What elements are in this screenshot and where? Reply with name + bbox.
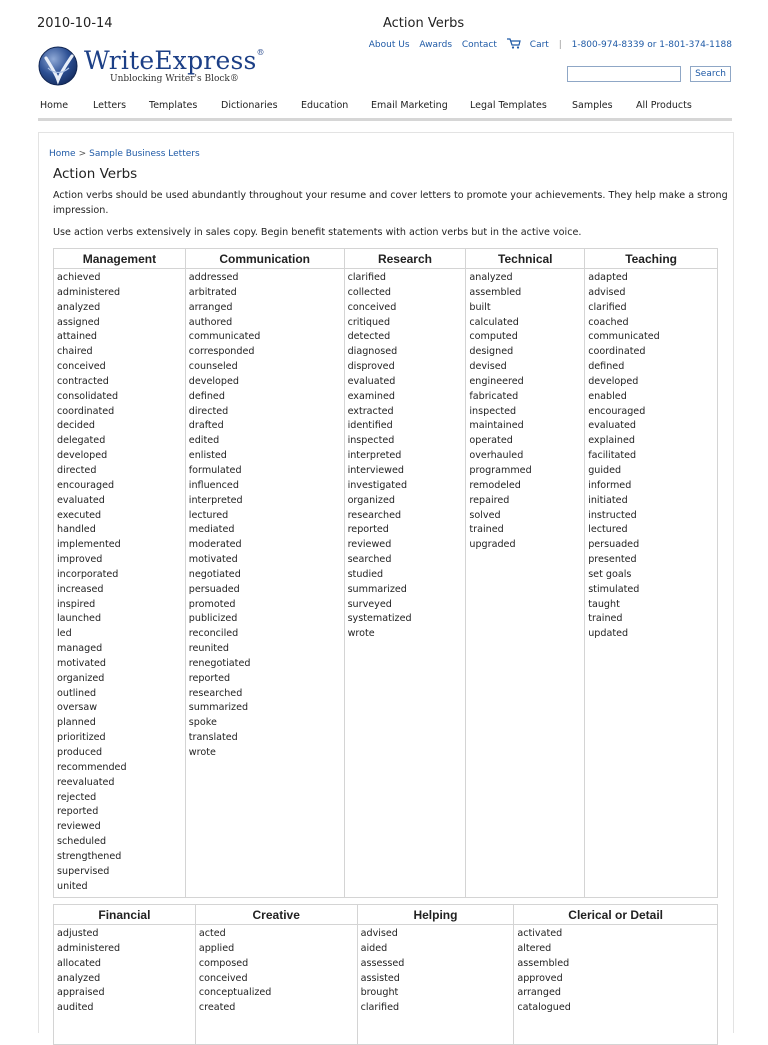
verb-item: authored bbox=[188, 316, 233, 328]
verb-item: adjusted bbox=[57, 928, 99, 939]
breadcrumb-home[interactable]: Home bbox=[49, 149, 76, 159]
verb-item: defined bbox=[188, 390, 225, 402]
verb-item: researched bbox=[347, 509, 402, 521]
search-button[interactable]: Search bbox=[690, 66, 731, 82]
verb-item: achieved bbox=[57, 272, 101, 283]
verb-item: composed bbox=[198, 957, 249, 969]
verb-item: strengthened bbox=[57, 850, 122, 862]
verb-item: reported bbox=[57, 806, 99, 818]
top-links-separator: | bbox=[558, 40, 562, 50]
verb-item: fabricated bbox=[469, 390, 519, 402]
verb-item: developed bbox=[588, 375, 639, 387]
verb-item: contracted bbox=[57, 375, 109, 387]
verb-item: arbitrated bbox=[188, 286, 237, 298]
verb-item: mediated bbox=[188, 524, 235, 536]
verb-item: developed bbox=[57, 450, 108, 462]
verb-item: repaired bbox=[469, 494, 510, 506]
verb-item: planned bbox=[57, 717, 96, 729]
column-header: Creative bbox=[195, 905, 357, 925]
verb-item: identified bbox=[347, 420, 393, 432]
verb-item: aided bbox=[360, 942, 388, 954]
phone-number: 1-800-974-8339 or 1-801-374-1188 bbox=[571, 40, 732, 50]
verb-item: assisted bbox=[360, 972, 400, 984]
verb-item: evaluated bbox=[588, 420, 637, 432]
verb-item: approved bbox=[517, 972, 563, 984]
verb-item: arranged bbox=[517, 987, 561, 999]
site-logo[interactable] bbox=[38, 44, 288, 92]
verb-item: outlined bbox=[57, 687, 97, 699]
verbs-table-2-body-row bbox=[54, 925, 718, 1045]
verb-item: designed bbox=[469, 346, 514, 358]
verb-item: conceived bbox=[347, 301, 397, 313]
verb-item: investigated bbox=[347, 479, 408, 491]
nav-letters[interactable]: Letters bbox=[93, 100, 127, 111]
verb-item: trained bbox=[469, 524, 504, 536]
verb-item: counseled bbox=[188, 361, 238, 373]
word-column bbox=[585, 269, 718, 898]
verb-item: interviewed bbox=[347, 464, 405, 476]
brand-name bbox=[84, 46, 265, 75]
verb-item: calculated bbox=[469, 316, 519, 328]
verb-item: researched bbox=[188, 687, 243, 699]
verb-item: communicated bbox=[588, 331, 660, 343]
verb-item: solved bbox=[469, 509, 501, 521]
verb-item: reviewed bbox=[57, 821, 101, 833]
verb-item: analyzed bbox=[57, 972, 101, 984]
nav-all-products[interactable]: All Products bbox=[636, 100, 692, 111]
nav-education[interactable]: Education bbox=[301, 100, 349, 111]
contact-link[interactable]: Contact bbox=[461, 40, 497, 50]
word-column bbox=[357, 925, 514, 1045]
verb-item: surveyed bbox=[347, 598, 392, 610]
verb-item: collected bbox=[347, 286, 391, 298]
verb-item: searched bbox=[347, 554, 392, 566]
verb-item: oversaw bbox=[57, 702, 98, 714]
intro-paragraph-2: Use action verbs extensively in sales copy. Begin benefit statements with action verbs but in the active voice. bbox=[53, 227, 582, 238]
verb-item: guided bbox=[588, 464, 622, 476]
about-link[interactable]: About Us bbox=[368, 40, 410, 50]
column-header: Technical bbox=[466, 249, 585, 269]
verb-item: wrote bbox=[347, 628, 375, 640]
column-header: Helping bbox=[357, 905, 514, 925]
verb-item: instructed bbox=[588, 509, 637, 521]
verb-item: addressed bbox=[188, 272, 239, 283]
verb-item: stimulated bbox=[588, 583, 640, 595]
verb-item: led bbox=[57, 628, 72, 640]
verb-item: publicized bbox=[188, 613, 238, 625]
main-nav bbox=[38, 100, 732, 121]
verb-item: clarified bbox=[360, 1002, 400, 1014]
verb-item: diagnosed bbox=[347, 346, 398, 358]
verb-item: remodeled bbox=[469, 479, 521, 491]
verb-item: initiated bbox=[588, 494, 628, 506]
verb-item: studied bbox=[347, 568, 384, 580]
verb-item: clarified bbox=[588, 301, 627, 313]
word-column bbox=[185, 269, 344, 898]
verb-item: improved bbox=[57, 554, 103, 566]
verb-item: administered bbox=[57, 942, 121, 954]
verb-item: administered bbox=[57, 286, 121, 298]
verb-item: assessed bbox=[360, 957, 405, 969]
word-column bbox=[195, 925, 357, 1045]
verb-item: organized bbox=[57, 672, 105, 684]
verb-item: organized bbox=[347, 494, 395, 506]
verb-item: lectured bbox=[188, 509, 229, 521]
verb-item: brought bbox=[360, 987, 399, 999]
verb-item: defined bbox=[588, 361, 625, 373]
verb-item: managed bbox=[57, 643, 103, 655]
verb-item: directed bbox=[57, 464, 97, 476]
brand-tagline: Unblocking Writer's Block® bbox=[110, 74, 239, 84]
verb-item: systematized bbox=[347, 613, 412, 625]
verb-item: translated bbox=[188, 732, 238, 744]
verb-item: overhauled bbox=[469, 450, 524, 462]
verb-item: disproved bbox=[347, 361, 395, 373]
word-column bbox=[466, 269, 585, 898]
verb-item: supervised bbox=[57, 865, 110, 877]
verb-item: consolidated bbox=[57, 390, 119, 402]
verb-item: summarized bbox=[188, 702, 249, 714]
brand-reg-mark: ® bbox=[256, 48, 265, 57]
verb-item: set goals bbox=[588, 568, 632, 580]
word-column bbox=[54, 925, 196, 1045]
search-area bbox=[567, 63, 731, 82]
cart-icon bbox=[507, 38, 521, 49]
globe-logo-icon bbox=[38, 44, 80, 88]
awards-link[interactable]: Awards bbox=[419, 40, 453, 50]
verb-item: interpreted bbox=[347, 450, 402, 462]
verb-item: advised bbox=[588, 286, 626, 298]
verb-item: adapted bbox=[588, 272, 628, 283]
verb-item: analyzed bbox=[469, 272, 513, 283]
verb-item: advised bbox=[360, 928, 398, 939]
intro-paragraph-1: Action verbs should be used abundantly throughout your resume and cover letters to promote your achievements. They help make a strong impression. bbox=[53, 190, 728, 216]
verb-item: renegotiated bbox=[188, 657, 251, 669]
verb-item: critiqued bbox=[347, 316, 391, 328]
verb-item: moderated bbox=[188, 539, 242, 551]
verb-item: upgraded bbox=[469, 539, 516, 551]
verb-item: reviewed bbox=[347, 539, 392, 551]
column-header: Research bbox=[344, 249, 466, 269]
breadcrumb-separator: > bbox=[78, 149, 87, 159]
verb-item: clarified bbox=[347, 272, 387, 283]
nav-templates[interactable]: Templates bbox=[149, 100, 198, 111]
verb-item: promoted bbox=[188, 598, 236, 610]
verb-item: programmed bbox=[469, 464, 532, 476]
word-column bbox=[514, 925, 718, 1045]
verb-item: analyzed bbox=[57, 301, 101, 313]
verb-item: engineered bbox=[469, 375, 524, 387]
column-header: Communication bbox=[185, 249, 344, 269]
verb-item: evaluated bbox=[57, 494, 105, 506]
verbs-table-1-body-row bbox=[54, 269, 718, 898]
verb-item: spoke bbox=[188, 717, 217, 729]
verb-item: coordinated bbox=[57, 405, 115, 417]
verb-item: lectured bbox=[588, 524, 628, 536]
breadcrumb bbox=[49, 149, 200, 159]
verb-item: summarized bbox=[347, 583, 407, 595]
column-header: Management bbox=[54, 249, 186, 269]
verb-item: altered bbox=[517, 942, 552, 954]
verb-item: activated bbox=[517, 928, 563, 939]
verb-item: facilitated bbox=[588, 450, 637, 462]
verb-item: wrote bbox=[188, 747, 216, 758]
verb-item: audited bbox=[57, 1002, 94, 1014]
verb-item: scheduled bbox=[57, 836, 107, 848]
verb-item: produced bbox=[57, 747, 103, 758]
verb-item: chaired bbox=[57, 346, 93, 358]
column-header: Teaching bbox=[585, 249, 718, 269]
verb-item: interpreted bbox=[188, 494, 243, 506]
verb-item: communicated bbox=[188, 331, 261, 343]
verb-item: devised bbox=[469, 361, 507, 373]
verb-item: extracted bbox=[347, 405, 394, 417]
verb-item: assembled bbox=[517, 957, 570, 969]
verb-item: rejected bbox=[57, 791, 97, 803]
verb-item: acted bbox=[198, 928, 226, 939]
verb-item: operated bbox=[469, 435, 513, 447]
cart-label: Cart bbox=[529, 40, 549, 50]
page-title: Action Verbs bbox=[53, 166, 138, 182]
verb-item: reported bbox=[188, 672, 231, 684]
nav-samples[interactable]: Samples bbox=[572, 100, 613, 111]
print-title: Action Verbs bbox=[383, 16, 465, 31]
breadcrumb-current[interactable]: Sample Business Letters bbox=[89, 149, 200, 159]
verb-item: persuaded bbox=[188, 583, 240, 595]
verb-item: corresponded bbox=[188, 346, 255, 358]
verb-item: developed bbox=[188, 375, 239, 387]
verb-item: maintained bbox=[469, 420, 524, 432]
verb-item: implemented bbox=[57, 539, 121, 551]
verb-item: edited bbox=[188, 435, 220, 447]
verb-item: launched bbox=[57, 613, 102, 625]
verb-item: increased bbox=[57, 583, 104, 595]
verb-item: directed bbox=[188, 405, 229, 417]
verb-item: reconciled bbox=[188, 628, 239, 640]
verb-item: attained bbox=[57, 331, 98, 343]
verb-item: allocated bbox=[57, 957, 101, 969]
nav-dictionaries[interactable]: Dictionaries bbox=[221, 100, 278, 111]
verb-item: assigned bbox=[57, 316, 100, 328]
verb-item: presented bbox=[588, 554, 637, 566]
verb-item: united bbox=[57, 880, 88, 892]
verb-item: appraised bbox=[57, 987, 105, 999]
verb-item: incorporated bbox=[57, 568, 119, 580]
verb-item: decided bbox=[57, 420, 96, 432]
verb-item: arranged bbox=[188, 301, 233, 313]
verb-item: explained bbox=[588, 435, 635, 447]
verb-item: updated bbox=[588, 628, 629, 640]
column-header: Clerical or Detail bbox=[514, 905, 718, 925]
verb-item: encouraged bbox=[588, 405, 646, 417]
verb-item: built bbox=[469, 301, 491, 313]
verb-item: inspired bbox=[57, 598, 96, 610]
verb-item: inspected bbox=[469, 405, 517, 417]
brand-text: WriteExpress bbox=[84, 46, 257, 75]
cart-link[interactable] bbox=[507, 40, 549, 50]
verb-item: enlisted bbox=[188, 450, 227, 462]
verb-item: negotiated bbox=[188, 568, 241, 580]
verb-item: applied bbox=[198, 942, 235, 954]
verb-item: handled bbox=[57, 524, 96, 536]
verb-item: enabled bbox=[588, 390, 627, 402]
verb-item: computed bbox=[469, 331, 518, 343]
verb-item: delegated bbox=[57, 435, 106, 447]
verb-item: created bbox=[198, 1002, 236, 1014]
verb-item: persuaded bbox=[588, 539, 640, 551]
print-header bbox=[37, 16, 731, 32]
nav-home[interactable]: Home bbox=[40, 100, 69, 111]
verb-item: coached bbox=[588, 316, 629, 328]
verb-item: motivated bbox=[57, 657, 106, 669]
nav-email-marketing[interactable]: Email Marketing bbox=[371, 100, 448, 111]
verb-item: trained bbox=[588, 613, 623, 625]
top-links bbox=[362, 38, 732, 50]
verb-item: formulated bbox=[188, 464, 242, 476]
verb-item: conceptualized bbox=[198, 987, 272, 999]
verbs-table-2-header-row bbox=[54, 905, 718, 925]
verb-item: conceived bbox=[198, 972, 248, 984]
verb-item: evaluated bbox=[347, 375, 396, 387]
verb-item: motivated bbox=[188, 554, 238, 566]
verb-item: reevaluated bbox=[57, 776, 115, 788]
main-content bbox=[38, 132, 734, 1033]
print-date: 2010-10-14 bbox=[37, 16, 113, 31]
verb-item: reported bbox=[347, 524, 389, 536]
verbs-table-1-header-row bbox=[54, 249, 718, 269]
nav-legal-templates[interactable]: Legal Templates bbox=[470, 100, 547, 111]
verb-item: coordinated bbox=[588, 346, 646, 358]
word-column bbox=[344, 269, 466, 898]
verb-item: drafted bbox=[188, 420, 224, 432]
verb-item: taught bbox=[588, 598, 620, 610]
search-input[interactable] bbox=[567, 66, 681, 82]
verbs-table-1 bbox=[53, 248, 718, 898]
verb-item: assembled bbox=[469, 286, 522, 298]
verb-item: recommended bbox=[57, 761, 127, 773]
column-header: Financial bbox=[54, 905, 196, 925]
verb-item: detected bbox=[347, 331, 391, 343]
verb-item: reunited bbox=[188, 643, 230, 655]
verb-item: examined bbox=[347, 390, 395, 402]
verb-item: influenced bbox=[188, 479, 239, 491]
verb-item: encouraged bbox=[57, 479, 115, 491]
verb-item: inspected bbox=[347, 435, 395, 447]
verb-item: prioritized bbox=[57, 732, 106, 744]
word-column bbox=[54, 269, 186, 898]
verb-item: informed bbox=[588, 479, 632, 491]
verb-item: executed bbox=[57, 509, 102, 521]
verb-item: conceived bbox=[57, 361, 106, 373]
verb-item: catalogued bbox=[517, 1002, 571, 1014]
